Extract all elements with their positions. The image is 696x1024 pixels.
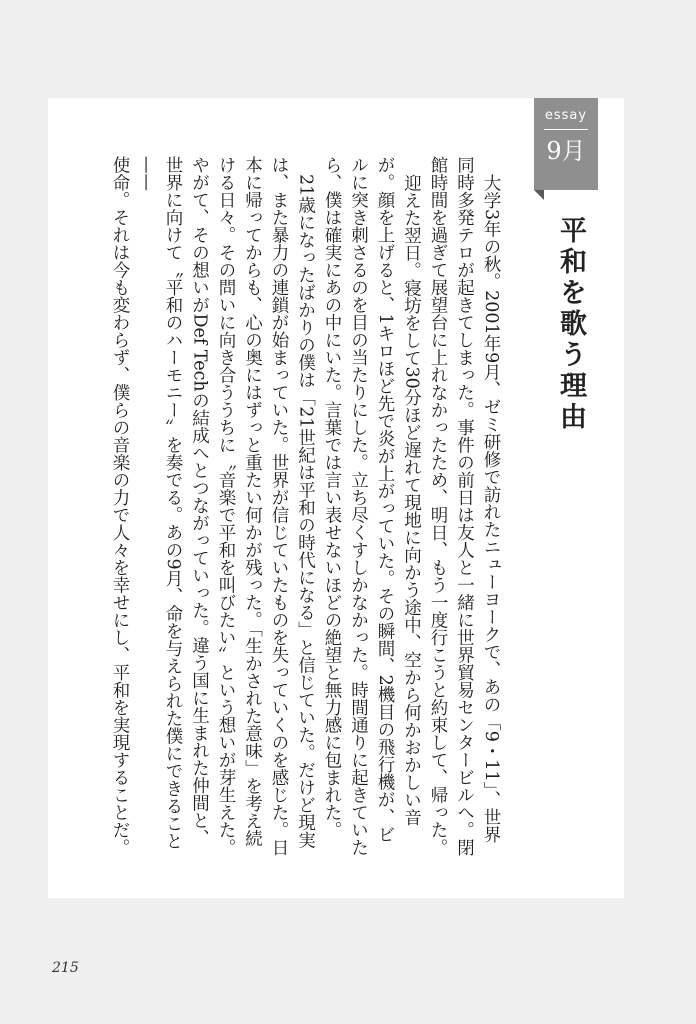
tag-fold-corner <box>534 190 544 200</box>
essay-label: essay <box>544 108 588 123</box>
essay-month-tag <box>534 98 598 190</box>
paragraph-2: 迎えた翌日。寝坊をして30分ほど遅れて現地に向かう途中、空から何かおかしい音が。顔を上げると、1キロほど先で炎が上がっていた。その瞬間、2機目の飛行機が、ビルに突き刺さるのを目の当たりにした。立ち尽くすしかなかった。時間通りに起きていたら、僕は確実にあの中にいた。言葉では言い表せないほどの絶望と無力感に包まれた。 <box>322 156 422 856</box>
page-number: 215 <box>52 960 79 976</box>
tag-divider <box>544 129 588 130</box>
essay-body <box>92 156 504 856</box>
paragraph-1: 大学3年の秋。2001年9月、ゼミ研修で訪れたニューヨークで、あの「9・11」、世界同時多発テロが起きてしまった。事件の前日は友人と一緒に世界貿易センタービルへ。閉館時間を過ぎて展望台に上れなかったため、明日、もう一度行こうと約束して、帰った。 <box>428 156 501 856</box>
essay-title: 平和を歌う理由 <box>555 216 586 433</box>
month-label: 9月 <box>546 137 586 165</box>
paragraph-3: 21歳になったばかりの僕は「21世紀は平和の時代になる」と信じていた。だけど現実は、また暴力の連鎖が始まっていた。世界が信じていたものを失っていくのを感じた。日本に帰ってからも、心の奥にはずっと重たい何かが残った。「生かされた意味」を考え続ける日々。その問いに向き合ううちに〝音楽で平和を叫びたい〟という想いが芽生えた。やがて、その想いがDef Techの結成へとつながっていった。違う国に生まれた仲間と、世界に向けて〝平和のハーモニー〟を奏でる。あの9月、命を与えられた僕にできること—— <box>136 156 316 856</box>
paragraph-4: 使命。それは今も変わらず、僕らの音楽の力で人々を幸せにし、平和を実現することだ。 <box>110 156 130 856</box>
